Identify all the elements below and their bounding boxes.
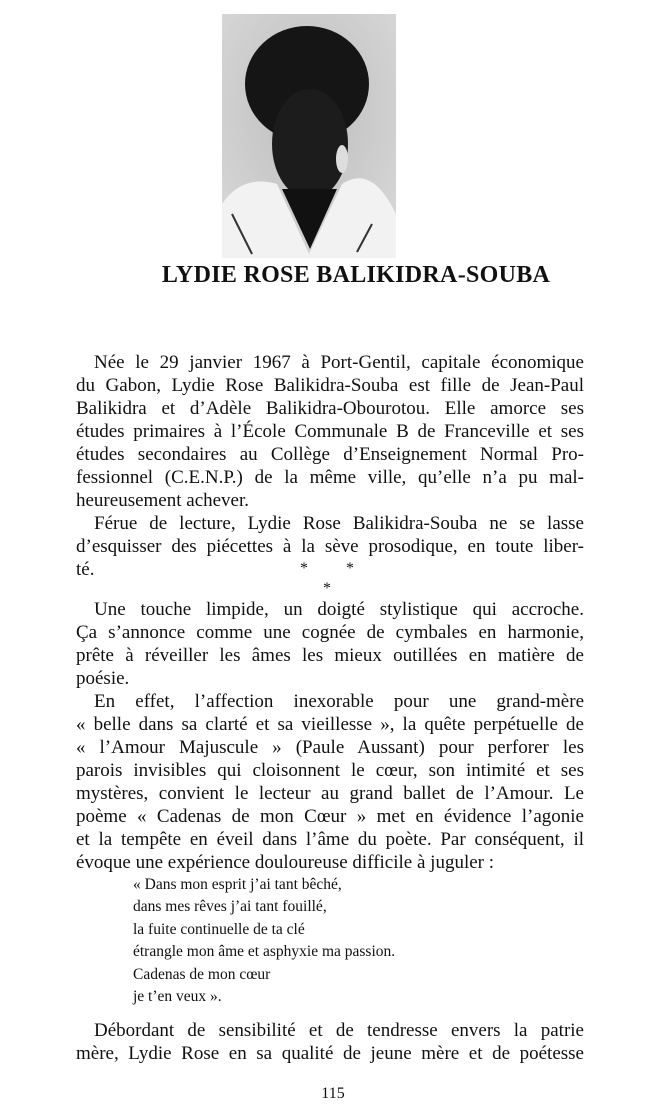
- paragraph-line: prête à réveiller les âmes les mieux outillées en matière de: [76, 645, 584, 666]
- author-name-heading: LYDIE ROSE BALIKIDRA-SOUBA: [161, 262, 551, 288]
- section-separator-star: *: [346, 560, 354, 577]
- paragraph-line: études secondaires au Collège d’Enseignement Normal Pro-: [76, 444, 584, 465]
- author-portrait-photo: [222, 14, 396, 258]
- paragraph-line: études primaires à l’École Communale B de Franceville et ses: [76, 421, 584, 442]
- paragraph-line: Une touche limpide, un doigté stylistique qui accroche.: [94, 599, 584, 620]
- paragraph-line: d’esquisser des piécettes à la sève prosodique, en toute liber-: [76, 536, 584, 557]
- poem-line: Cadenas de mon cœur: [133, 965, 271, 983]
- section-separator-star: *: [300, 560, 308, 577]
- paragraph-line: mystères, convient le lecteur au grand ballet de l’Amour. Le: [76, 783, 584, 804]
- paragraph-line: mère, Lydie Rose en sa qualité de jeune mère et de poétesse: [76, 1043, 584, 1064]
- poem-line: dans mes rêves j’ai tant fouillé,: [133, 898, 327, 916]
- paragraph-line: « belle dans sa clarté et sa vieillesse », la quête perpétuelle de: [76, 714, 584, 735]
- paragraph-line: heureusement achever.: [76, 490, 250, 511]
- paragraph-line: Débordant de sensibilité et de tendresse envers la patrie: [94, 1020, 584, 1041]
- paragraph-line: Balikidra et d’Adèle Balikidra-Obourotou. Elle amorce ses: [76, 398, 584, 419]
- paragraph-line: poésie.: [76, 668, 130, 689]
- paragraph-line: poème « Cadenas de mon Cœur » met en évidence l’agonie: [76, 806, 584, 827]
- paragraph-line: parois invisibles qui cloisonnent le cœur, son intimité et ses: [76, 760, 584, 781]
- paragraph-line: Férue de lecture, Lydie Rose Balikidra-Souba ne se lasse: [94, 513, 584, 534]
- paragraph-line: té.: [76, 559, 95, 580]
- paragraph-line: En effet, l’affection inexorable pour une grand-mère: [94, 691, 584, 712]
- paragraph-line: « l’Amour Majuscule » (Paule Aussant) pour perforer les: [76, 737, 584, 758]
- poem-line: étrangle mon âme et asphyxie ma passion.: [133, 943, 396, 961]
- poem-line: la fuite continuelle de ta clé: [133, 920, 305, 938]
- paragraph-line: Née le 29 janvier 1967 à Port-Gentil, capitale économique: [94, 352, 584, 373]
- paragraph-line: du Gabon, Lydie Rose Balikidra-Souba est fille de Jean-Paul: [76, 375, 584, 396]
- poem-line: je t’en veux ».: [133, 988, 222, 1005]
- paragraph-line: évoque une expérience douloureuse difficile à juguler :: [76, 852, 495, 873]
- paragraph-line: Ça s’annonce comme une cognée de cymbales en harmonie,: [76, 622, 584, 643]
- poem-line: « Dans mon esprit j’ai tant bêché,: [133, 876, 342, 893]
- paragraph-line: fessionnel (C.E.N.P.) de la même ville, qu’elle n’a pu mal-: [76, 467, 584, 488]
- paragraph-line: et la tempête en éveil dans l’âme du poète. Par conséquent, il: [76, 829, 584, 850]
- section-separator-star: *: [323, 580, 331, 597]
- page-number: 115: [321, 1085, 345, 1102]
